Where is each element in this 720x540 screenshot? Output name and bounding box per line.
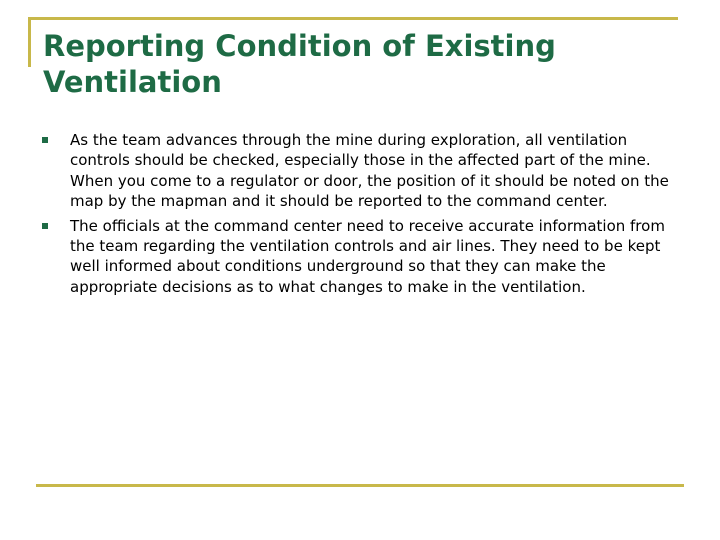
slide-title: Reporting Condition of Existing Ventilation [43, 29, 556, 99]
top-rule [28, 17, 678, 20]
bullet-list [40, 130, 680, 301]
bullet-item [40, 216, 680, 298]
square-bullet-icon [42, 137, 48, 143]
bullet-text: As the team advances through the mine during exploration, all ventilation controls should be checked, especially those in the affected part of the mine. When you come to a regulator or door, the position of it should be noted on the map by the mapman and it should be reported to the command center. [70, 131, 669, 211]
bullet-text: The officials at the command center need to receive accurate information from the team regarding the ventilation controls and air lines. They need to be kept well informed about conditions underground so that they can make the appropriate decisions as to what changes to make in the ventilation. [70, 216, 665, 296]
bullet-item [40, 130, 680, 212]
left-rule [28, 17, 31, 67]
square-bullet-icon [42, 223, 48, 229]
bottom-rule [36, 484, 684, 487]
